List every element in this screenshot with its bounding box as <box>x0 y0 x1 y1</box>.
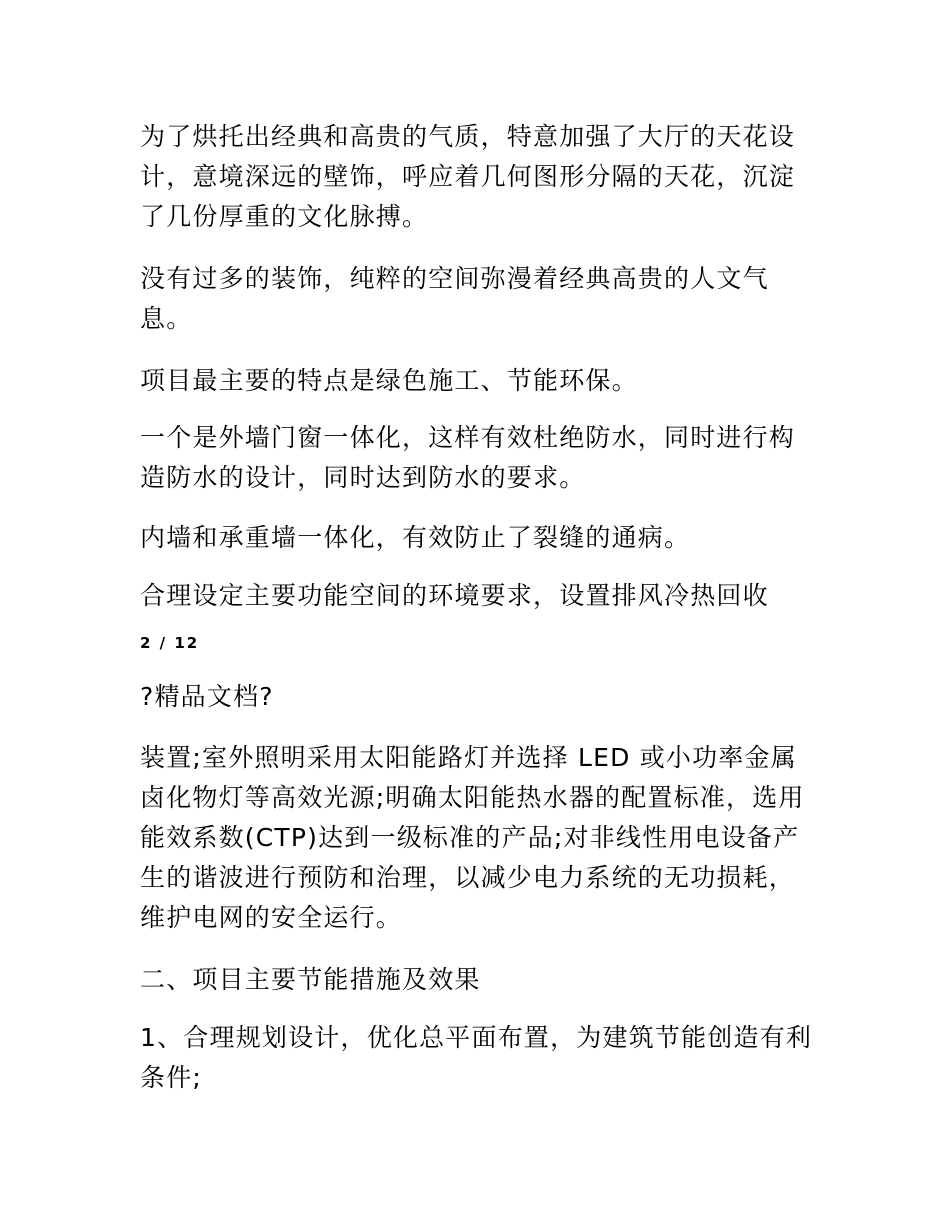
list-item-planning: 1、合理规划设计，优化总平面布置，为建筑节能创造有利条件; <box>140 1023 813 1092</box>
paragraph-wall-window: 一个是外墙门窗一体化，这样有效杜绝防水，同时进行构造防水的设计，同时达到防水的要求。 <box>140 423 796 492</box>
page-indicator: 2 / 12 <box>140 634 200 652</box>
paragraph-inner-wall: 内墙和承重墙一体化，有效防止了裂缝的通病。 <box>140 523 691 552</box>
header-mark: ?精品文档? <box>140 682 274 711</box>
paragraph-ceiling-design: 为了烘托出经典和高贵的气质，特意加强了大厅的天花设计，意境深远的壁饰，呼应着几何图形分隔的天花，沉淀了几份厚重的文化脉搏。 <box>140 122 796 231</box>
paragraph-space-atmosphere: 没有过多的装饰，纯粹的空间弥漫着经典高贵的人文气息。 <box>140 264 769 333</box>
paragraph-equipment: 装置;室外照明采用太阳能路灯并选择 LED 或小功率金属卤化物灯等高效光源;明确太阳能热水器的配置标准，选用能效系数(CTP)达到一级标准的产品;对非线性用电设备产生的谐波进行预防和治理，以减少电力系统的无功损耗，维护电网的安全运行。 <box>140 743 805 932</box>
paragraph-environment: 合理设定主要功能空间的环境要求，设置排风冷热回收 <box>140 581 769 610</box>
section-heading: 二、项目主要节能措施及效果 <box>140 965 481 994</box>
paragraph-project-feature: 项目最主要的特点是绿色施工、节能环保。 <box>140 366 638 395</box>
